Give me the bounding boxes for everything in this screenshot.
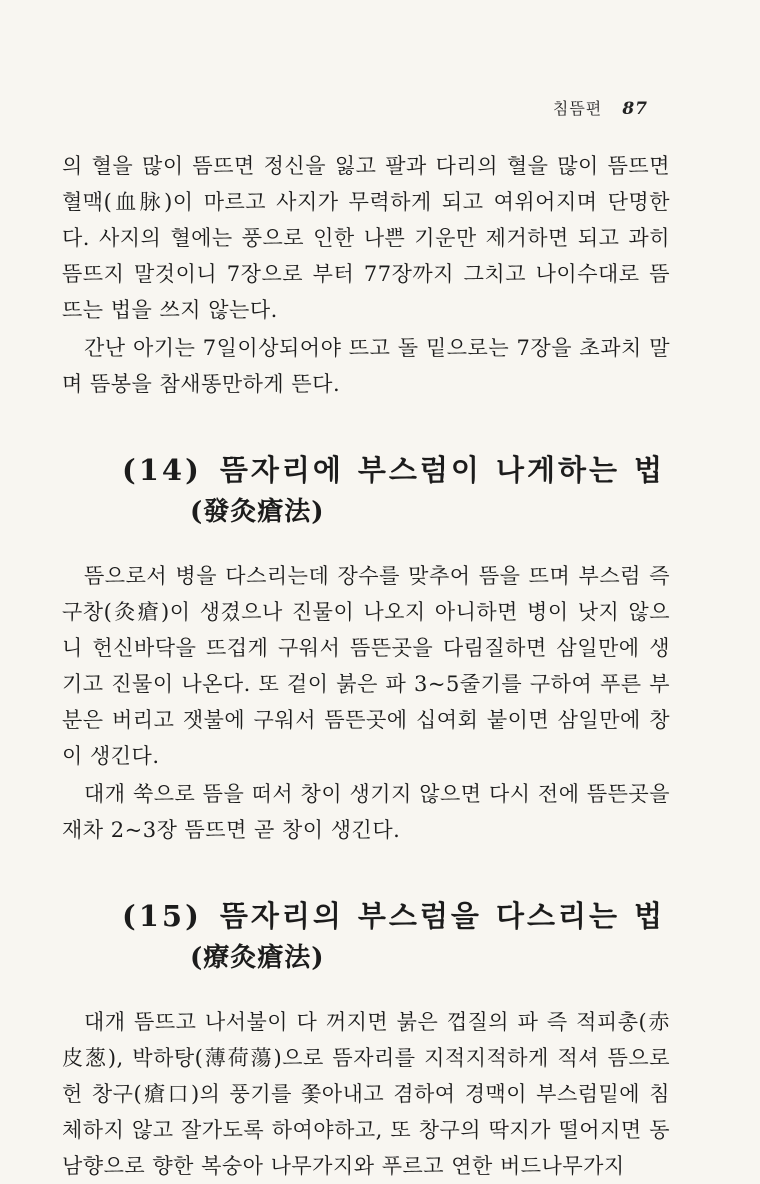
section-15-title-word: 뜸자리의	[219, 899, 344, 933]
paragraph: 간난 아기는 7일이상되어야 뜨고 돌 밑으로는 7장을 초과치 말며 뜸봉을 참새똥만하게 뜬다.	[62, 336, 670, 396]
section-14-title-word: 나게하는	[495, 453, 620, 487]
section-15-title	[122, 894, 670, 938]
header-title: 침뜸편	[552, 99, 603, 118]
paragraph: 뜸으로서 병을 다스리는데 장수를 맞추어 뜸을 뜨며 부스럼 즉 구창(灸瘡)이 생겼으나 진물이 나오지 아니하면 병이 낫지 않으니 헌신바닥을 뜨겁게 구워서 뜸뜬곳을 다림질하면 삼일만에 생기고 진물이 나온다. 또 겉이 붉은 파 3~5줄기를 구하여 푸른 부분은 버리고 잿불에 구워서 뜸뜬곳에 십여회 붙이면 삼일만에 창이 생긴다.	[62, 564, 670, 768]
section-15-subtitle: (療灸瘡法)	[190, 943, 325, 973]
paragraph: 대개 뜸뜨고 나서불이 다 꺼지면 붉은 껍질의 파 즉 적피총(赤皮葱), 박하탕(薄荷蕩)으로 뜸자리를 지적지적하게 적셔 뜸으로 헌 창구(瘡口)의 풍기를 쫓아내고 겸하여 경맥이 부스럼밑에 침체하지 않고 잘가도록 하여야하고, 또 창구의 딱지가 떨어지면 동남향으로 향한 복숭아 나무가지와 푸르고 연한 버드나무가지	[62, 1010, 670, 1178]
paragraph: 대개 쑥으로 뜸을 떠서 창이 생기지 않으면 다시 전에 뜸뜬곳을 재차 2~3장 뜸뜨면 곧 창이 생긴다.	[62, 782, 670, 842]
paragraph-continued: 의 혈을 많이 뜸뜨면 정신을 잃고 팔과 다리의 혈을 많이 뜸뜨면 혈맥(血脉)이 마르고 사지가 무력하게 되고 여위어지며 단명한다. 사지의 혈에는 풍으로 인한 나쁜 기운만 제거하면 되고 과히 뜸뜨지 말것이니 7장으로 부터 77장까지 그치고 나이수대로 뜸뜨는 법을 쓰지 않는다.	[62, 154, 670, 322]
section-14-title-word: 뜸자리에	[219, 453, 344, 487]
section-14-subtitle: (發灸瘡法)	[190, 497, 325, 527]
section-15-title-word: 법	[634, 899, 666, 933]
section-15-number: (15)	[122, 899, 202, 933]
section-14-title-word: 법	[634, 453, 666, 487]
section-14-title-word: 부스럼이	[357, 453, 482, 487]
running-header	[553, 96, 648, 119]
page-body	[62, 148, 670, 1184]
section-15-heading	[62, 894, 670, 978]
section-14-title	[122, 448, 670, 492]
page-number: 87	[622, 99, 648, 119]
section-15-title-word: 부스럼을	[357, 899, 482, 933]
section-15-title-word: 다스리는	[495, 899, 620, 933]
section-14-heading	[62, 448, 670, 532]
section-14-number: (14)	[122, 453, 202, 487]
